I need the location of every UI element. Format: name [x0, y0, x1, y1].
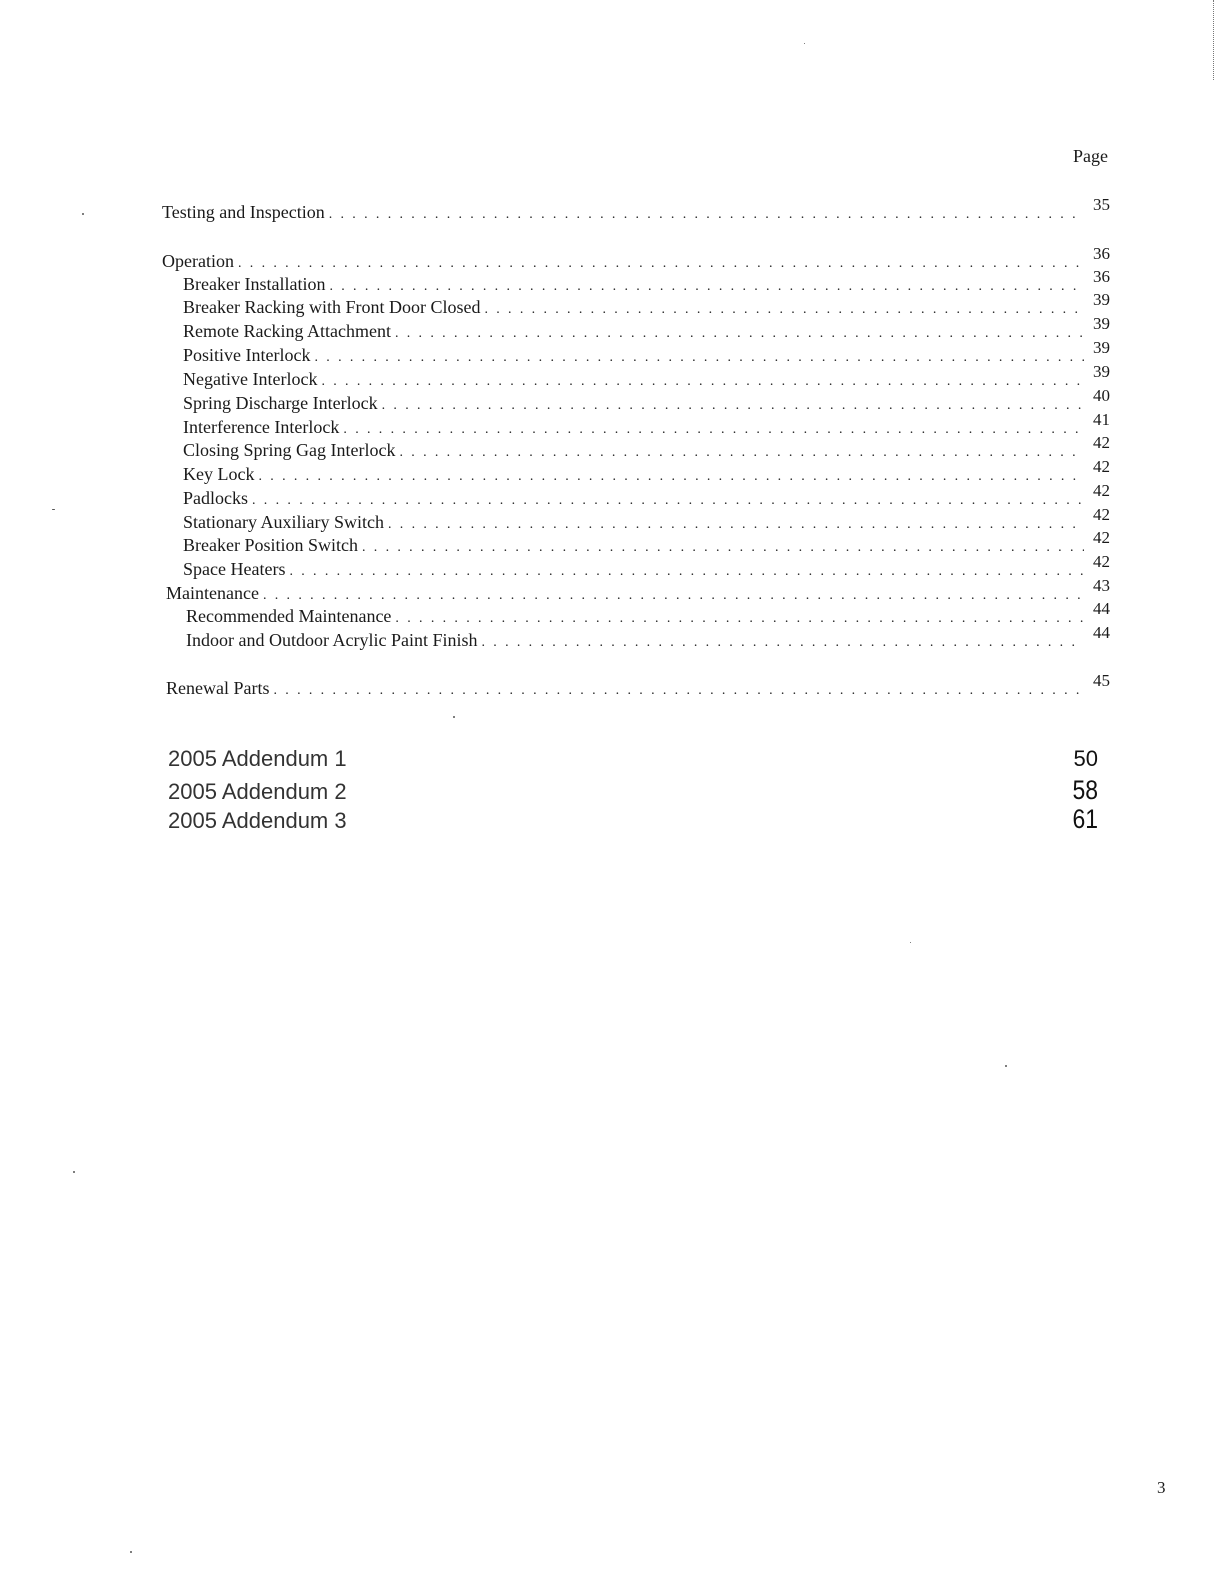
toc-entry	[162, 338, 1110, 367]
toc-entry	[162, 528, 1110, 557]
toc-entry	[165, 623, 1110, 652]
toc-dot-leader	[329, 203, 1084, 227]
toc-entry-page: 39	[1093, 290, 1110, 309]
toc-entry-label: Breaker Position Switch	[183, 535, 358, 555]
scan-speck	[73, 1171, 75, 1173]
toc-entry	[166, 576, 1110, 605]
toc-entry	[162, 267, 1110, 296]
toc-entry-page: 44	[1093, 623, 1110, 642]
toc-entry	[162, 244, 1110, 273]
toc-entry-label: Key Lock	[183, 464, 255, 484]
toc-entry-label: Breaker Racking with Front Door Closed	[183, 297, 481, 317]
toc-entry-page: 36	[1093, 267, 1110, 286]
toc-entry-page: 35	[1093, 195, 1110, 214]
toc-entry-label: Renewal Parts	[166, 678, 270, 698]
page-number: 3	[1157, 1478, 1166, 1497]
toc-entry-page: 39	[1093, 338, 1110, 357]
scan-speck	[453, 716, 455, 718]
toc-entry-page: 42	[1093, 552, 1110, 571]
toc-entry-page: 42	[1093, 433, 1110, 452]
scan-speck	[804, 43, 805, 44]
toc-entry-page: 39	[1093, 362, 1110, 381]
toc-entry	[162, 457, 1110, 486]
toc-entry	[162, 314, 1110, 343]
toc-entry-page: 42	[1093, 528, 1110, 547]
toc-entry	[162, 410, 1110, 439]
page-column-heading: Page	[1073, 146, 1108, 166]
toc-entry-page: 41	[1093, 410, 1110, 429]
toc-entry-page: 45	[1093, 671, 1110, 690]
toc-entry-page: 44	[1093, 599, 1110, 618]
toc-entry	[165, 599, 1110, 628]
addendum-page: 61	[1072, 804, 1098, 834]
toc-entry-page: 40	[1093, 386, 1110, 405]
scan-edge-marks	[1212, 0, 1214, 80]
toc-entry-label: Interference Interlock	[183, 417, 340, 437]
toc-entry	[162, 386, 1110, 415]
toc-entry	[162, 362, 1110, 391]
toc-entry-label: Maintenance	[166, 583, 259, 603]
toc-entry	[166, 671, 1110, 700]
toc-entry-page: 42	[1093, 481, 1110, 500]
toc-entry	[162, 195, 1110, 224]
addendum-entry	[168, 775, 1098, 806]
toc-entry-label: Indoor and Outdoor Acrylic Paint Finish	[186, 630, 478, 650]
toc-dot-leader	[481, 631, 1084, 655]
toc-entry-page: 42	[1093, 457, 1110, 476]
toc-entry-label: Testing and Inspection	[162, 202, 325, 222]
toc-entry-label: Spring Discharge Interlock	[183, 393, 378, 413]
toc-entry-label: Positive Interlock	[183, 345, 311, 365]
scan-speck	[130, 1551, 132, 1553]
toc-entry-label: Operation	[162, 251, 234, 271]
toc-entry-label: Stationary Auxiliary Switch	[183, 512, 384, 532]
scan-speck	[910, 942, 911, 943]
addendum-entry	[168, 804, 1098, 835]
toc-entry-page: 36	[1093, 244, 1110, 263]
addendum-entry	[168, 746, 1098, 772]
scan-speck	[1005, 1065, 1007, 1067]
toc-entry	[162, 481, 1110, 510]
addendum-page: 50	[1073, 746, 1098, 771]
toc-entry	[162, 433, 1110, 462]
addendum-label: 2005 Addendum 1	[168, 746, 347, 771]
toc-dot-leader	[273, 679, 1084, 703]
toc-entry	[162, 290, 1110, 319]
toc-entry-page: 42	[1093, 505, 1110, 524]
scan-speck	[52, 509, 55, 510]
toc-entry	[162, 505, 1110, 534]
toc-entry-label: Padlocks	[183, 488, 248, 508]
toc-entry-page: 43	[1093, 576, 1110, 595]
toc-entry-label: Negative Interlock	[183, 369, 318, 389]
scan-speck	[82, 213, 84, 215]
toc-entry-label: Closing Spring Gag Interlock	[183, 440, 396, 460]
toc-entry-label: Remote Racking Attachment	[183, 321, 391, 341]
toc-entry-label: Breaker Installation	[183, 274, 326, 294]
toc-entry-page: 39	[1093, 314, 1110, 333]
addendum-label: 2005 Addendum 3	[168, 808, 347, 833]
addendum-page: 58	[1072, 775, 1098, 805]
toc-entry-label: Recommended Maintenance	[186, 606, 392, 626]
toc-entry	[162, 552, 1110, 581]
toc-entry-label: Space Heaters	[183, 559, 286, 579]
addendum-label: 2005 Addendum 2	[168, 779, 347, 804]
